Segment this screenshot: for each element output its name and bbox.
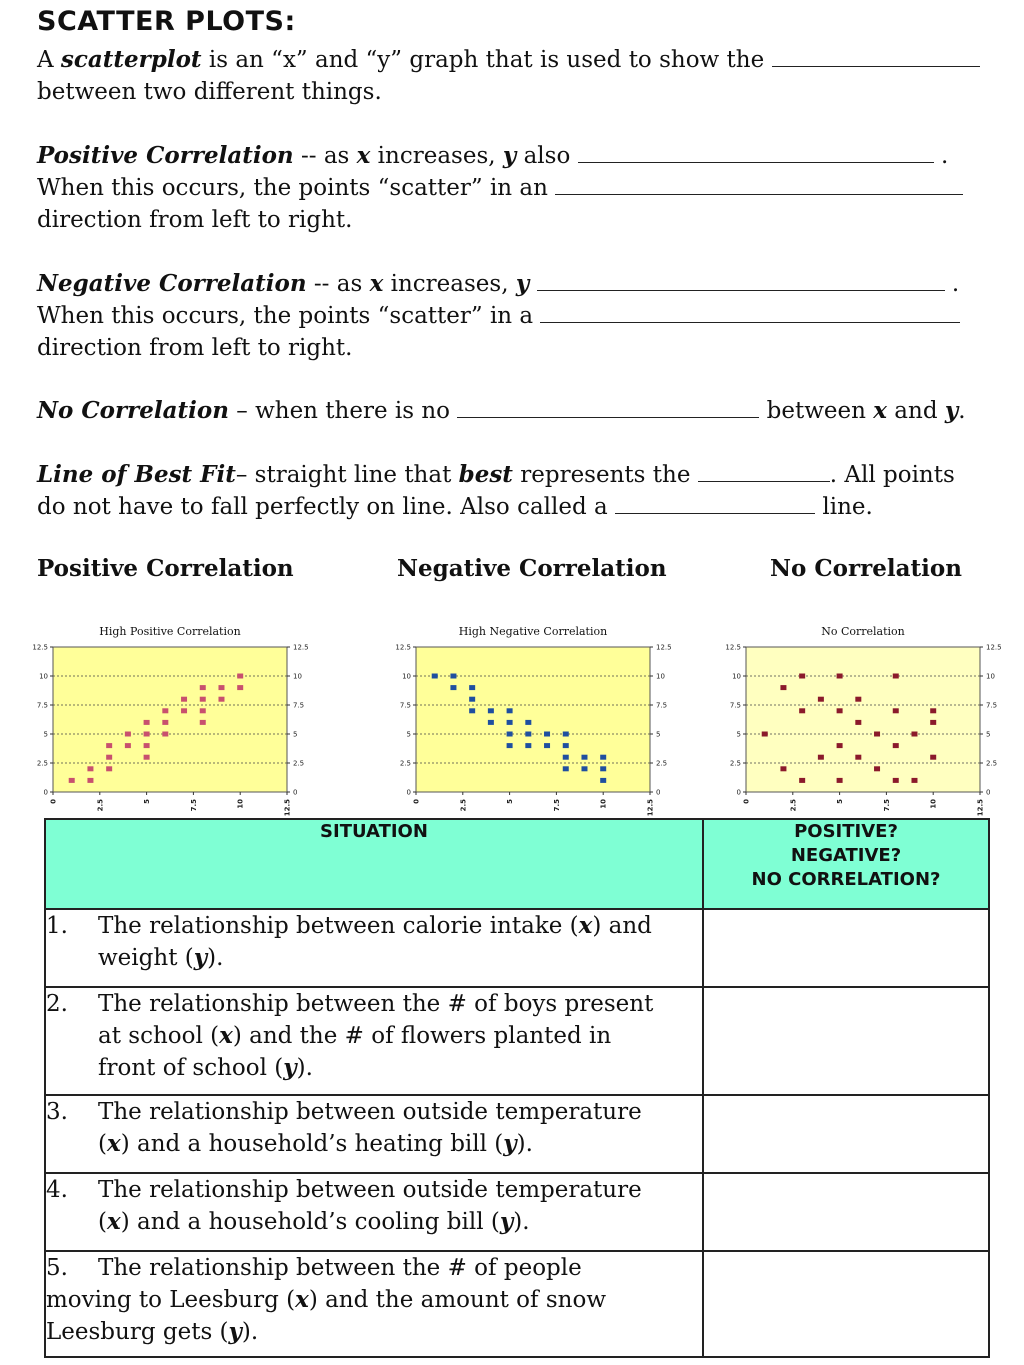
data-point xyxy=(106,766,112,771)
negative-correlation-chart xyxy=(383,618,683,818)
x-tick-label: 5 xyxy=(836,799,845,804)
table-row xyxy=(45,909,989,987)
data-point xyxy=(893,778,899,783)
no-correlation-definition: No Correlation – when there is no between x and y. xyxy=(37,397,966,424)
data-point xyxy=(780,685,786,690)
data-point xyxy=(544,732,550,737)
data-point xyxy=(874,732,880,737)
x-tick-label: 2.5 xyxy=(789,799,798,812)
chart-title: No Correlation xyxy=(821,625,905,638)
no-correlation-chart xyxy=(713,618,1013,818)
x-tick-label: 0 xyxy=(49,799,58,804)
data-point xyxy=(563,755,569,760)
x-tick-label: 5 xyxy=(143,799,152,804)
data-point xyxy=(507,732,513,737)
x-tick-label: 10 xyxy=(236,799,245,809)
data-point xyxy=(200,697,206,702)
term-scatterplot: scatterplot xyxy=(60,46,202,73)
data-point xyxy=(799,674,805,679)
blank-negative-1[interactable] xyxy=(537,268,945,291)
data-point xyxy=(855,720,861,725)
scatterplot-definition-line2: between two different things. xyxy=(37,79,382,105)
data-point xyxy=(162,720,168,725)
y-tick-label-right: 7.5 xyxy=(293,701,305,710)
data-point xyxy=(218,697,224,702)
plot-area xyxy=(416,647,650,792)
y-tick-label-right: 10 xyxy=(293,672,302,681)
data-point xyxy=(837,674,843,679)
data-point xyxy=(144,732,150,737)
y-tick-label: 0 xyxy=(43,788,48,797)
best-fit-definition: Line of Best Fit– straight line that best represents the . All points xyxy=(37,461,955,488)
data-point xyxy=(581,755,587,760)
term-no-correlation: No Correlation xyxy=(37,397,229,424)
y-tick-label: 2.5 xyxy=(36,759,48,768)
blank-positive-1[interactable] xyxy=(578,140,934,163)
chart-title: High Negative Correlation xyxy=(458,625,608,638)
data-point xyxy=(87,778,93,783)
data-point xyxy=(563,743,569,748)
data-point xyxy=(144,720,150,725)
data-point xyxy=(893,708,899,713)
x-tick-label: 0 xyxy=(742,799,751,804)
data-point xyxy=(144,755,150,760)
data-point xyxy=(200,685,206,690)
data-point xyxy=(762,732,768,737)
y-tick-label-right: 5 xyxy=(293,730,298,739)
data-point xyxy=(799,708,805,713)
x-tick-label: 10 xyxy=(929,799,938,809)
data-point xyxy=(432,674,438,679)
data-point xyxy=(469,685,475,690)
table-row xyxy=(45,1173,989,1251)
blank-best-fit-1[interactable] xyxy=(698,459,830,482)
data-point xyxy=(780,766,786,771)
data-point xyxy=(200,720,206,725)
term-positive: Positive Correlation xyxy=(37,142,294,169)
x-tick-label: 12.5 xyxy=(646,799,655,817)
data-point xyxy=(874,766,880,771)
heading-no-correlation: No Correlation xyxy=(770,555,962,582)
y-tick-label-right: 7.5 xyxy=(656,701,668,710)
data-point xyxy=(125,743,131,748)
term-best-fit: Line of Best Fit xyxy=(37,461,236,488)
data-point xyxy=(893,743,899,748)
answer-cell[interactable] xyxy=(703,987,989,1095)
table-header-row xyxy=(45,819,989,909)
blank-scatterplot[interactable] xyxy=(772,44,980,67)
y-tick-label-right: 10 xyxy=(656,672,665,681)
y-tick-label: 10 xyxy=(402,672,411,681)
data-point xyxy=(507,743,513,748)
negative-definition-line3: direction from left to right. xyxy=(37,335,353,361)
blank-no-correlation[interactable] xyxy=(457,395,759,418)
y-tick-label: 2.5 xyxy=(729,759,741,768)
x-tick-label: 12.5 xyxy=(283,799,292,817)
y-tick-label: 2.5 xyxy=(399,759,411,768)
data-point xyxy=(469,697,475,702)
data-point xyxy=(237,685,243,690)
y-tick-label-right: 0 xyxy=(986,788,991,797)
data-point xyxy=(911,778,917,783)
blank-positive-2[interactable] xyxy=(555,172,963,195)
y-tick-label-right: 2.5 xyxy=(656,759,668,768)
data-point xyxy=(87,766,93,771)
x-tick-label: 2.5 xyxy=(459,799,468,812)
y-tick-label-right: 5 xyxy=(986,730,991,739)
answer-cell[interactable] xyxy=(703,1251,989,1357)
y-tick-label-right: 12.5 xyxy=(986,643,1002,652)
data-point xyxy=(544,743,550,748)
data-point xyxy=(69,778,75,783)
data-point xyxy=(525,720,531,725)
chart-title: High Positive Correlation xyxy=(99,625,241,638)
y-tick-label: 12.5 xyxy=(32,643,48,652)
data-point xyxy=(525,743,531,748)
y-tick-label: 5 xyxy=(406,730,411,739)
data-point xyxy=(930,755,936,760)
heading-negative: Negative Correlation xyxy=(397,555,667,582)
table-row xyxy=(45,1095,989,1173)
data-point xyxy=(855,697,861,702)
answer-cell[interactable] xyxy=(703,909,989,987)
positive-correlation-chart xyxy=(20,618,320,818)
y-tick-label-right: 2.5 xyxy=(293,759,305,768)
situation-cell: 2. The relationship between the # of boys present at school (x) and the # of flowers planted in front of school (y). xyxy=(45,987,703,1095)
y-tick-label-right: 12.5 xyxy=(656,643,672,652)
data-point xyxy=(218,685,224,690)
y-tick-label-right: 5 xyxy=(656,730,661,739)
y-tick-label-right: 7.5 xyxy=(986,701,998,710)
y-tick-label: 0 xyxy=(736,788,741,797)
heading-positive: Positive Correlation xyxy=(37,555,294,582)
blank-best-fit-2[interactable] xyxy=(615,491,815,514)
y-tick-label-right: 0 xyxy=(656,788,661,797)
data-point xyxy=(818,755,824,760)
y-tick-label: 5 xyxy=(43,730,48,739)
y-tick-label: 10 xyxy=(732,672,741,681)
table-row xyxy=(45,1251,989,1357)
positive-definition-line3: direction from left to right. xyxy=(37,207,353,233)
y-tick-label: 5 xyxy=(736,730,741,739)
data-point xyxy=(600,766,606,771)
x-tick-label: 7.5 xyxy=(552,799,561,812)
data-point xyxy=(600,778,606,783)
data-point xyxy=(450,674,456,679)
data-point xyxy=(930,720,936,725)
term-negative: Negative Correlation xyxy=(37,270,307,297)
situation-header: SITUATION xyxy=(45,819,703,909)
x-tick-label: 10 xyxy=(599,799,608,809)
x-tick-label: 2.5 xyxy=(96,799,105,812)
data-point xyxy=(162,732,168,737)
data-point xyxy=(581,766,587,771)
answer-cell[interactable] xyxy=(703,1095,989,1173)
situation-table xyxy=(44,818,990,1358)
data-point xyxy=(799,778,805,783)
x-tick-label: 7.5 xyxy=(882,799,891,812)
data-point xyxy=(563,732,569,737)
data-point xyxy=(930,708,936,713)
data-point xyxy=(162,708,168,713)
data-point xyxy=(911,732,917,737)
data-point xyxy=(855,755,861,760)
situation-cell: 5. The relationship between the # of people moving to Leesburg (x) and the amount of snow Leesburg gets (y). xyxy=(45,1251,703,1357)
table-row xyxy=(45,987,989,1095)
data-point xyxy=(200,708,206,713)
y-tick-label: 12.5 xyxy=(725,643,741,652)
y-tick-label: 7.5 xyxy=(729,701,741,710)
blank-negative-2[interactable] xyxy=(540,300,960,323)
data-point xyxy=(525,732,531,737)
data-point xyxy=(563,766,569,771)
y-tick-label: 10 xyxy=(39,672,48,681)
negative-definition-line2: When this occurs, the points “scatter” in a xyxy=(37,300,960,332)
answer-cell[interactable] xyxy=(703,1173,989,1251)
scatterplot-definition: A scatterplot is an “x” and “y” graph that is used to show the xyxy=(37,44,980,76)
data-point xyxy=(488,708,494,713)
y-tick-label: 12.5 xyxy=(395,643,411,652)
y-tick-label-right: 0 xyxy=(293,788,298,797)
data-point xyxy=(106,743,112,748)
answer-header: POSITIVE? NEGATIVE? NO CORRELATION? xyxy=(703,819,989,909)
data-point xyxy=(818,697,824,702)
data-point xyxy=(507,720,513,725)
data-point xyxy=(125,732,131,737)
x-tick-label: 12.5 xyxy=(976,799,985,817)
x-tick-label: 5 xyxy=(506,799,515,804)
data-point xyxy=(837,743,843,748)
negative-definition: Negative Correlation -- as x increases, y . xyxy=(37,270,960,297)
data-point xyxy=(181,708,187,713)
page-title: SCATTER PLOTS: xyxy=(37,6,296,37)
x-tick-label: 7.5 xyxy=(189,799,198,812)
situation-cell: 3. The relationship between outside temperature (x) and a household’s heating bill (y). xyxy=(45,1095,703,1173)
positive-definition-line2: When this occurs, the points “scatter” in an xyxy=(37,172,963,204)
data-point xyxy=(106,755,112,760)
data-point xyxy=(144,743,150,748)
y-tick-label-right: 10 xyxy=(986,672,995,681)
y-tick-label: 0 xyxy=(406,788,411,797)
data-point xyxy=(893,674,899,679)
data-point xyxy=(600,755,606,760)
data-point xyxy=(450,685,456,690)
positive-definition: Positive Correlation -- as x increases, y also . xyxy=(37,142,949,169)
data-point xyxy=(837,778,843,783)
data-point xyxy=(488,720,494,725)
y-tick-label-right: 2.5 xyxy=(986,759,998,768)
y-tick-label: 7.5 xyxy=(399,701,411,710)
y-tick-label-right: 12.5 xyxy=(293,643,309,652)
situation-cell: 4. The relationship between outside temperature (x) and a household’s cooling bill (y). xyxy=(45,1173,703,1251)
data-point xyxy=(837,708,843,713)
best-fit-definition-line2: do not have to fall perfectly on line. Also called a line. xyxy=(37,491,873,523)
y-tick-label: 7.5 xyxy=(36,701,48,710)
data-point xyxy=(469,708,475,713)
data-point xyxy=(237,674,243,679)
situation-cell: 1. The relationship between calorie intake (x) and weight (y). xyxy=(45,909,703,987)
x-tick-label: 0 xyxy=(412,799,421,804)
data-point xyxy=(181,697,187,702)
data-point xyxy=(507,708,513,713)
